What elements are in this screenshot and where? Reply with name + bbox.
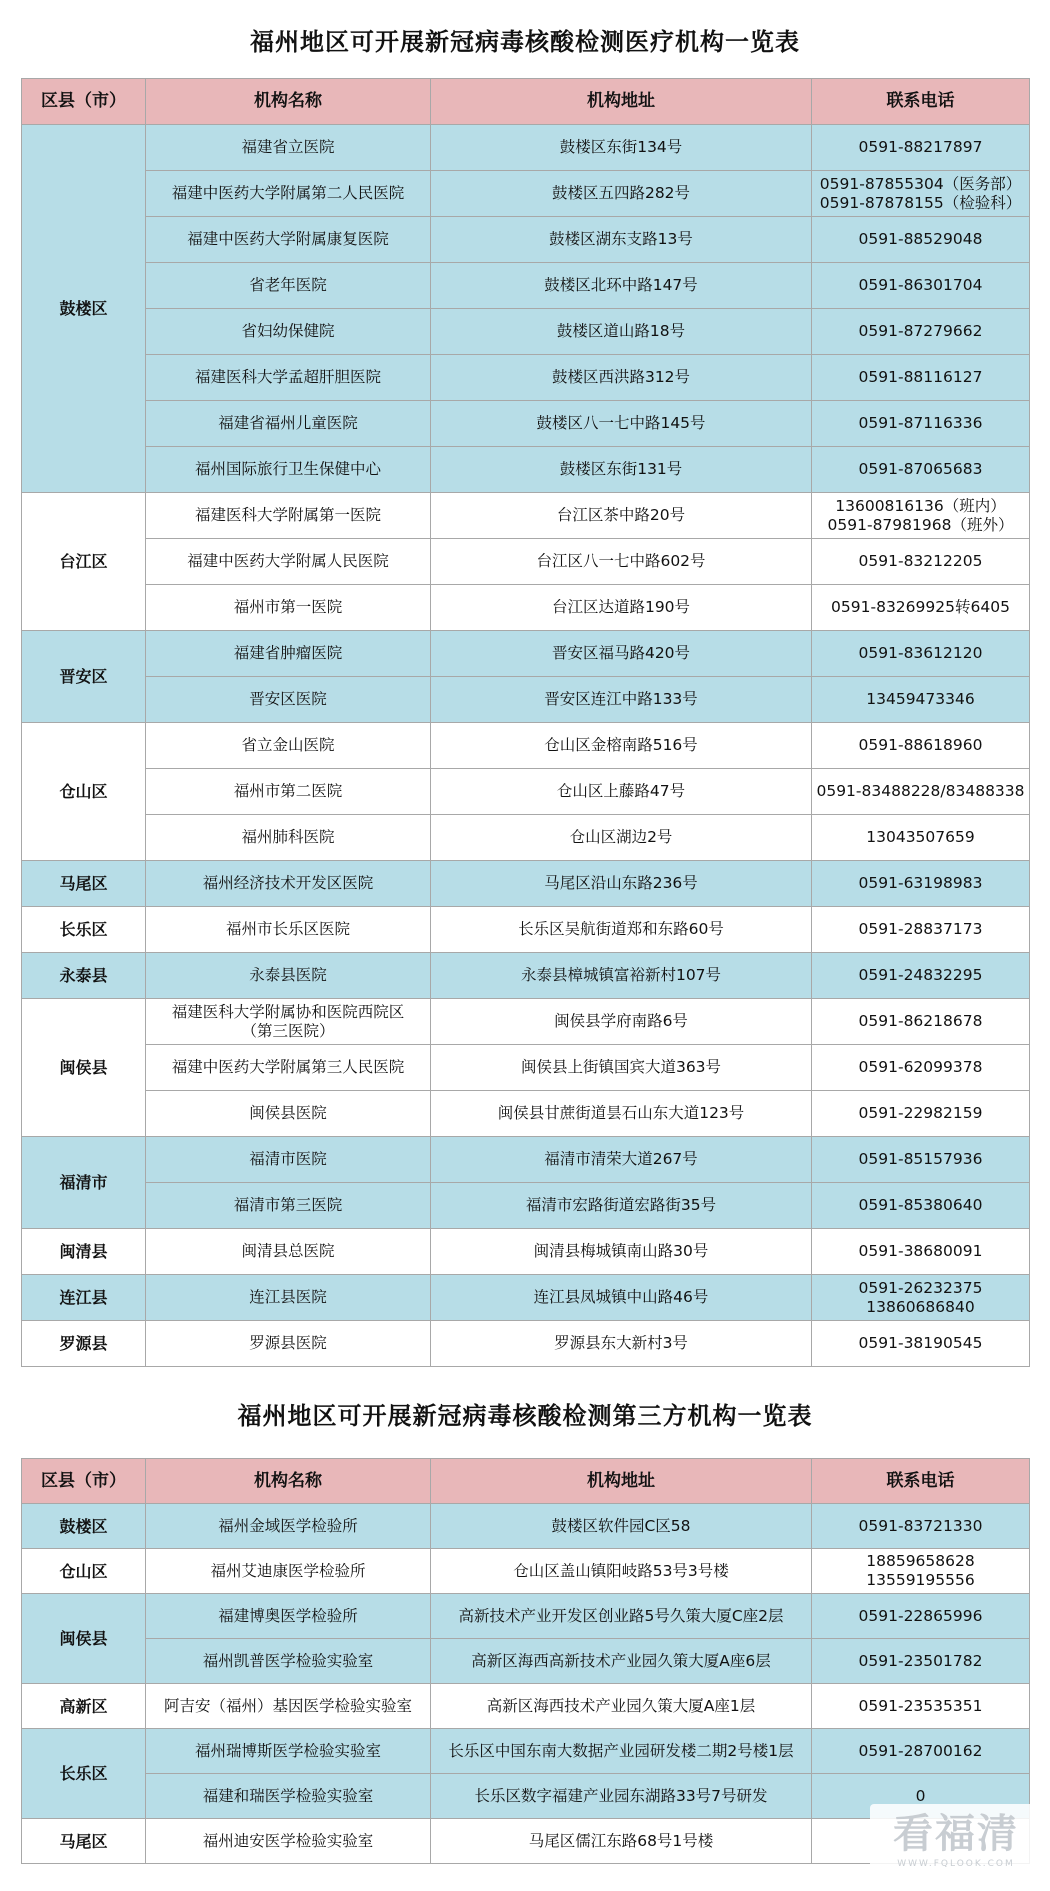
table-row	[22, 355, 1030, 401]
phone-cell: 0591-38190545	[812, 1321, 1030, 1367]
institution-name-cell: 福建中医药大学附属第三人民医院	[146, 1045, 431, 1091]
institution-name-cell: 闽清县总医院	[146, 1229, 431, 1275]
header-institution-name: 机构名称	[146, 1459, 431, 1504]
table-row	[22, 125, 1030, 171]
table-row	[22, 953, 1030, 999]
table-row	[22, 1183, 1030, 1229]
district-cell: 连江县	[22, 1275, 146, 1321]
header-address: 机构地址	[431, 1459, 812, 1504]
phone-cell: 0591-88529048	[812, 217, 1030, 263]
address-cell: 马尾区儒江东路68号1号楼	[431, 1819, 812, 1864]
district-cell: 长乐区	[22, 907, 146, 953]
table-header-row	[22, 79, 1030, 125]
institution-name-cell: 福建医科大学附属第一医院	[146, 493, 431, 539]
address-cell: 永泰县樟城镇富裕新村107号	[431, 953, 812, 999]
third-party-institutions-title: 福州地区可开展新冠病毒核酸检测第三方机构一览表	[237, 1402, 813, 1430]
address-cell: 马尾区沿山东路236号	[431, 861, 812, 907]
medical-institutions-body	[22, 125, 1030, 1367]
table-row	[22, 677, 1030, 723]
phone-cell: 0591-26232375 13860686840	[812, 1275, 1030, 1321]
institution-name-cell: 福建中医药大学附属康复医院	[146, 217, 431, 263]
institution-name-cell: 阿吉安（福州）基因医学检验实验室	[146, 1684, 431, 1729]
table-row	[22, 1321, 1030, 1367]
phone-cell: 0591-83488228/83488338	[812, 769, 1030, 815]
address-cell: 鼓楼区湖东支路13号	[431, 217, 812, 263]
address-cell: 鼓楼区东街131号	[431, 447, 812, 493]
address-cell: 高新区海西高新技术产业园久策大厦A座6层	[431, 1639, 812, 1684]
phone-cell: 0591-28837173	[812, 907, 1030, 953]
phone-cell: 0591-22865996	[812, 1594, 1030, 1639]
table-row	[22, 723, 1030, 769]
table-row	[22, 1504, 1030, 1549]
phone-cell: 18859658628 13559195556	[812, 1549, 1030, 1594]
phone-cell: 0591-23535351	[812, 1684, 1030, 1729]
address-cell: 晋安区福马路420号	[431, 631, 812, 677]
address-cell: 长乐区中国东南大数据产业园研发楼二期2号楼1层	[431, 1729, 812, 1774]
district-cell: 福清市	[22, 1137, 146, 1229]
district-cell: 台江区	[22, 493, 146, 631]
phone-cell: 0591-88217897	[812, 125, 1030, 171]
district-cell: 罗源县	[22, 1321, 146, 1367]
medical-institutions-table	[21, 78, 1030, 1367]
table-row	[22, 1594, 1030, 1639]
address-cell: 鼓楼区西洪路312号	[431, 355, 812, 401]
table-row	[22, 815, 1030, 861]
watermark-text: 看福清	[893, 1811, 1019, 1857]
district-cell: 鼓楼区	[22, 125, 146, 493]
table-row	[22, 1729, 1030, 1774]
phone-cell: 0591-88116127	[812, 355, 1030, 401]
phone-cell: 0	[812, 1774, 1030, 1819]
address-cell: 台江区八一七中路602号	[431, 539, 812, 585]
phone-cell: 0591-63198983	[812, 861, 1030, 907]
institution-name-cell: 福清市医院	[146, 1137, 431, 1183]
table-row	[22, 447, 1030, 493]
table-row	[22, 631, 1030, 677]
address-cell: 福清市宏路街道宏路街35号	[431, 1183, 812, 1229]
table-row	[22, 539, 1030, 585]
institution-name-cell: 福建中医药大学附属第二人民医院	[146, 171, 431, 217]
address-cell: 闽侯县甘蔗街道昙石山东大道123号	[431, 1091, 812, 1137]
institution-name-cell: 福州瑞博斯医学检验实验室	[146, 1729, 431, 1774]
address-cell: 仓山区湖边2号	[431, 815, 812, 861]
table-row	[22, 1549, 1030, 1594]
table-row	[22, 217, 1030, 263]
address-cell: 仓山区盖山镇阳岐路53号3号楼	[431, 1549, 812, 1594]
table-row	[22, 493, 1030, 539]
institution-name-cell: 福建省福州儿童医院	[146, 401, 431, 447]
table-header-row	[22, 1459, 1030, 1504]
address-cell: 台江区达道路190号	[431, 585, 812, 631]
address-cell: 仓山区金榕南路516号	[431, 723, 812, 769]
institution-name-cell: 福建省立医院	[146, 125, 431, 171]
table-row	[22, 585, 1030, 631]
institution-name-cell: 福州市第二医院	[146, 769, 431, 815]
table-row	[22, 769, 1030, 815]
institution-name-cell: 省老年医院	[146, 263, 431, 309]
watermark-url: WWW.FQLOOK.COM	[897, 1859, 1015, 1869]
phone-cell: 0591-24832295	[812, 953, 1030, 999]
table-row	[22, 907, 1030, 953]
institution-name-cell: 福州凯普医学检验实验室	[146, 1639, 431, 1684]
phone-cell: 0591-85380640	[812, 1183, 1030, 1229]
phone-cell: 13043507659	[812, 815, 1030, 861]
address-cell: 台江区茶中路20号	[431, 493, 812, 539]
phone-cell: 0591-83212205	[812, 539, 1030, 585]
institution-name-cell: 晋安区医院	[146, 677, 431, 723]
district-cell: 马尾区	[22, 1819, 146, 1864]
phone-cell: 0591-87279662	[812, 309, 1030, 355]
header-district: 区县（市）	[22, 79, 146, 125]
address-cell: 闽清县梅城镇南山路30号	[431, 1229, 812, 1275]
address-cell: 高新技术产业开发区创业路5号久策大厦C座2层	[431, 1594, 812, 1639]
institution-name-cell: 福州市第一医院	[146, 585, 431, 631]
institution-name-cell: 福州市长乐区医院	[146, 907, 431, 953]
phone-cell: 0591-23501782	[812, 1639, 1030, 1684]
table-row	[22, 1137, 1030, 1183]
header-phone: 联系电话	[812, 79, 1030, 125]
district-cell: 高新区	[22, 1684, 146, 1729]
institution-name-cell: 闽侯县医院	[146, 1091, 431, 1137]
table-row	[22, 1684, 1030, 1729]
address-cell: 闽侯县上街镇国宾大道363号	[431, 1045, 812, 1091]
medical-institutions-title: 福州地区可开展新冠病毒核酸检测医疗机构一览表	[250, 28, 800, 56]
district-cell: 晋安区	[22, 631, 146, 723]
header-address: 机构地址	[431, 79, 812, 125]
district-cell: 仓山区	[22, 723, 146, 861]
district-cell: 仓山区	[22, 1549, 146, 1594]
header-phone: 联系电话	[812, 1459, 1030, 1504]
institution-name-cell: 福州迪安医学检验实验室	[146, 1819, 431, 1864]
address-cell: 鼓楼区道山路18号	[431, 309, 812, 355]
institution-name-cell: 连江县医院	[146, 1275, 431, 1321]
institution-name-cell: 福州国际旅行卫生保健中心	[146, 447, 431, 493]
address-cell: 长乐区吴航街道郑和东路60号	[431, 907, 812, 953]
header-district: 区县（市）	[22, 1459, 146, 1504]
table-row	[22, 401, 1030, 447]
address-cell: 鼓楼区北环中路147号	[431, 263, 812, 309]
table-row	[22, 263, 1030, 309]
district-cell: 闽侯县	[22, 1594, 146, 1684]
district-cell: 闽侯县	[22, 999, 146, 1137]
table-row	[22, 1045, 1030, 1091]
phone-cell: 13600816136（班内） 0591-87981968（班外）	[812, 493, 1030, 539]
address-cell: 晋安区连江中路133号	[431, 677, 812, 723]
phone-cell: 0591-86218678	[812, 999, 1030, 1045]
phone-cell: 0591-38680091	[812, 1229, 1030, 1275]
phone-cell: 0591-83269925转6405	[812, 585, 1030, 631]
table-row	[22, 1275, 1030, 1321]
district-cell: 鼓楼区	[22, 1504, 146, 1549]
institution-name-cell: 福建中医药大学附属人民医院	[146, 539, 431, 585]
phone-cell: 0591-62099378	[812, 1045, 1030, 1091]
table-row	[22, 309, 1030, 355]
address-cell: 罗源县东大新村3号	[431, 1321, 812, 1367]
phone-cell: 0591-83612120	[812, 631, 1030, 677]
phone-cell: 0591-83721330	[812, 1504, 1030, 1549]
phone-cell: 0591-88618960	[812, 723, 1030, 769]
address-cell: 鼓楼区五四路282号	[431, 171, 812, 217]
table-row	[22, 1229, 1030, 1275]
phone-cell: 13459473346	[812, 677, 1030, 723]
phone-cell: 0591-87855304（医务部） 0591-87878155（检验科）	[812, 171, 1030, 217]
header-institution-name: 机构名称	[146, 79, 431, 125]
site-watermark-logo	[870, 1804, 1042, 1886]
phone-cell: 0591-85157936	[812, 1137, 1030, 1183]
district-cell: 长乐区	[22, 1729, 146, 1819]
address-cell: 长乐区数字福建产业园东湖路33号7号研发	[431, 1774, 812, 1819]
institution-name-cell: 福建省肿瘤医院	[146, 631, 431, 677]
district-cell: 闽清县	[22, 1229, 146, 1275]
table-row	[22, 999, 1030, 1045]
district-cell: 马尾区	[22, 861, 146, 907]
table-row	[22, 861, 1030, 907]
institution-name-cell: 福州艾迪康医学检验所	[146, 1549, 431, 1594]
phone-cell: 0591-87116336	[812, 401, 1030, 447]
institution-name-cell: 福清市第三医院	[146, 1183, 431, 1229]
address-cell: 高新区海西技术产业园久策大厦A座1层	[431, 1684, 812, 1729]
address-cell: 福清市清荣大道267号	[431, 1137, 812, 1183]
phone-cell: 0591-28700162	[812, 1729, 1030, 1774]
phone-cell: 0591-87065683	[812, 447, 1030, 493]
table-row	[22, 1639, 1030, 1684]
address-cell: 连江县凤城镇中山路46号	[431, 1275, 812, 1321]
phone-cell: 0591-86301704	[812, 263, 1030, 309]
institution-name-cell: 省妇幼保健院	[146, 309, 431, 355]
table-row	[22, 1091, 1030, 1137]
institution-name-cell: 福建和瑞医学检验实验室	[146, 1774, 431, 1819]
institution-name-cell: 永泰县医院	[146, 953, 431, 999]
address-cell: 闽侯县学府南路6号	[431, 999, 812, 1045]
institution-name-cell: 罗源县医院	[146, 1321, 431, 1367]
address-cell: 鼓楼区软件园C区58	[431, 1504, 812, 1549]
institution-name-cell: 省立金山医院	[146, 723, 431, 769]
institution-name-cell: 福建医科大学附属协和医院西院区 （第三医院）	[146, 999, 431, 1045]
phone-cell: 0591-22982159	[812, 1091, 1030, 1137]
table-row	[22, 171, 1030, 217]
institution-name-cell: 福州经济技术开发区医院	[146, 861, 431, 907]
institution-name-cell: 福建医科大学孟超肝胆医院	[146, 355, 431, 401]
institution-name-cell: 福建博奥医学检验所	[146, 1594, 431, 1639]
institution-name-cell: 福州金域医学检验所	[146, 1504, 431, 1549]
institution-name-cell: 福州肺科医院	[146, 815, 431, 861]
address-cell: 鼓楼区东街134号	[431, 125, 812, 171]
address-cell: 鼓楼区八一七中路145号	[431, 401, 812, 447]
district-cell: 永泰县	[22, 953, 146, 999]
address-cell: 仓山区上藤路47号	[431, 769, 812, 815]
